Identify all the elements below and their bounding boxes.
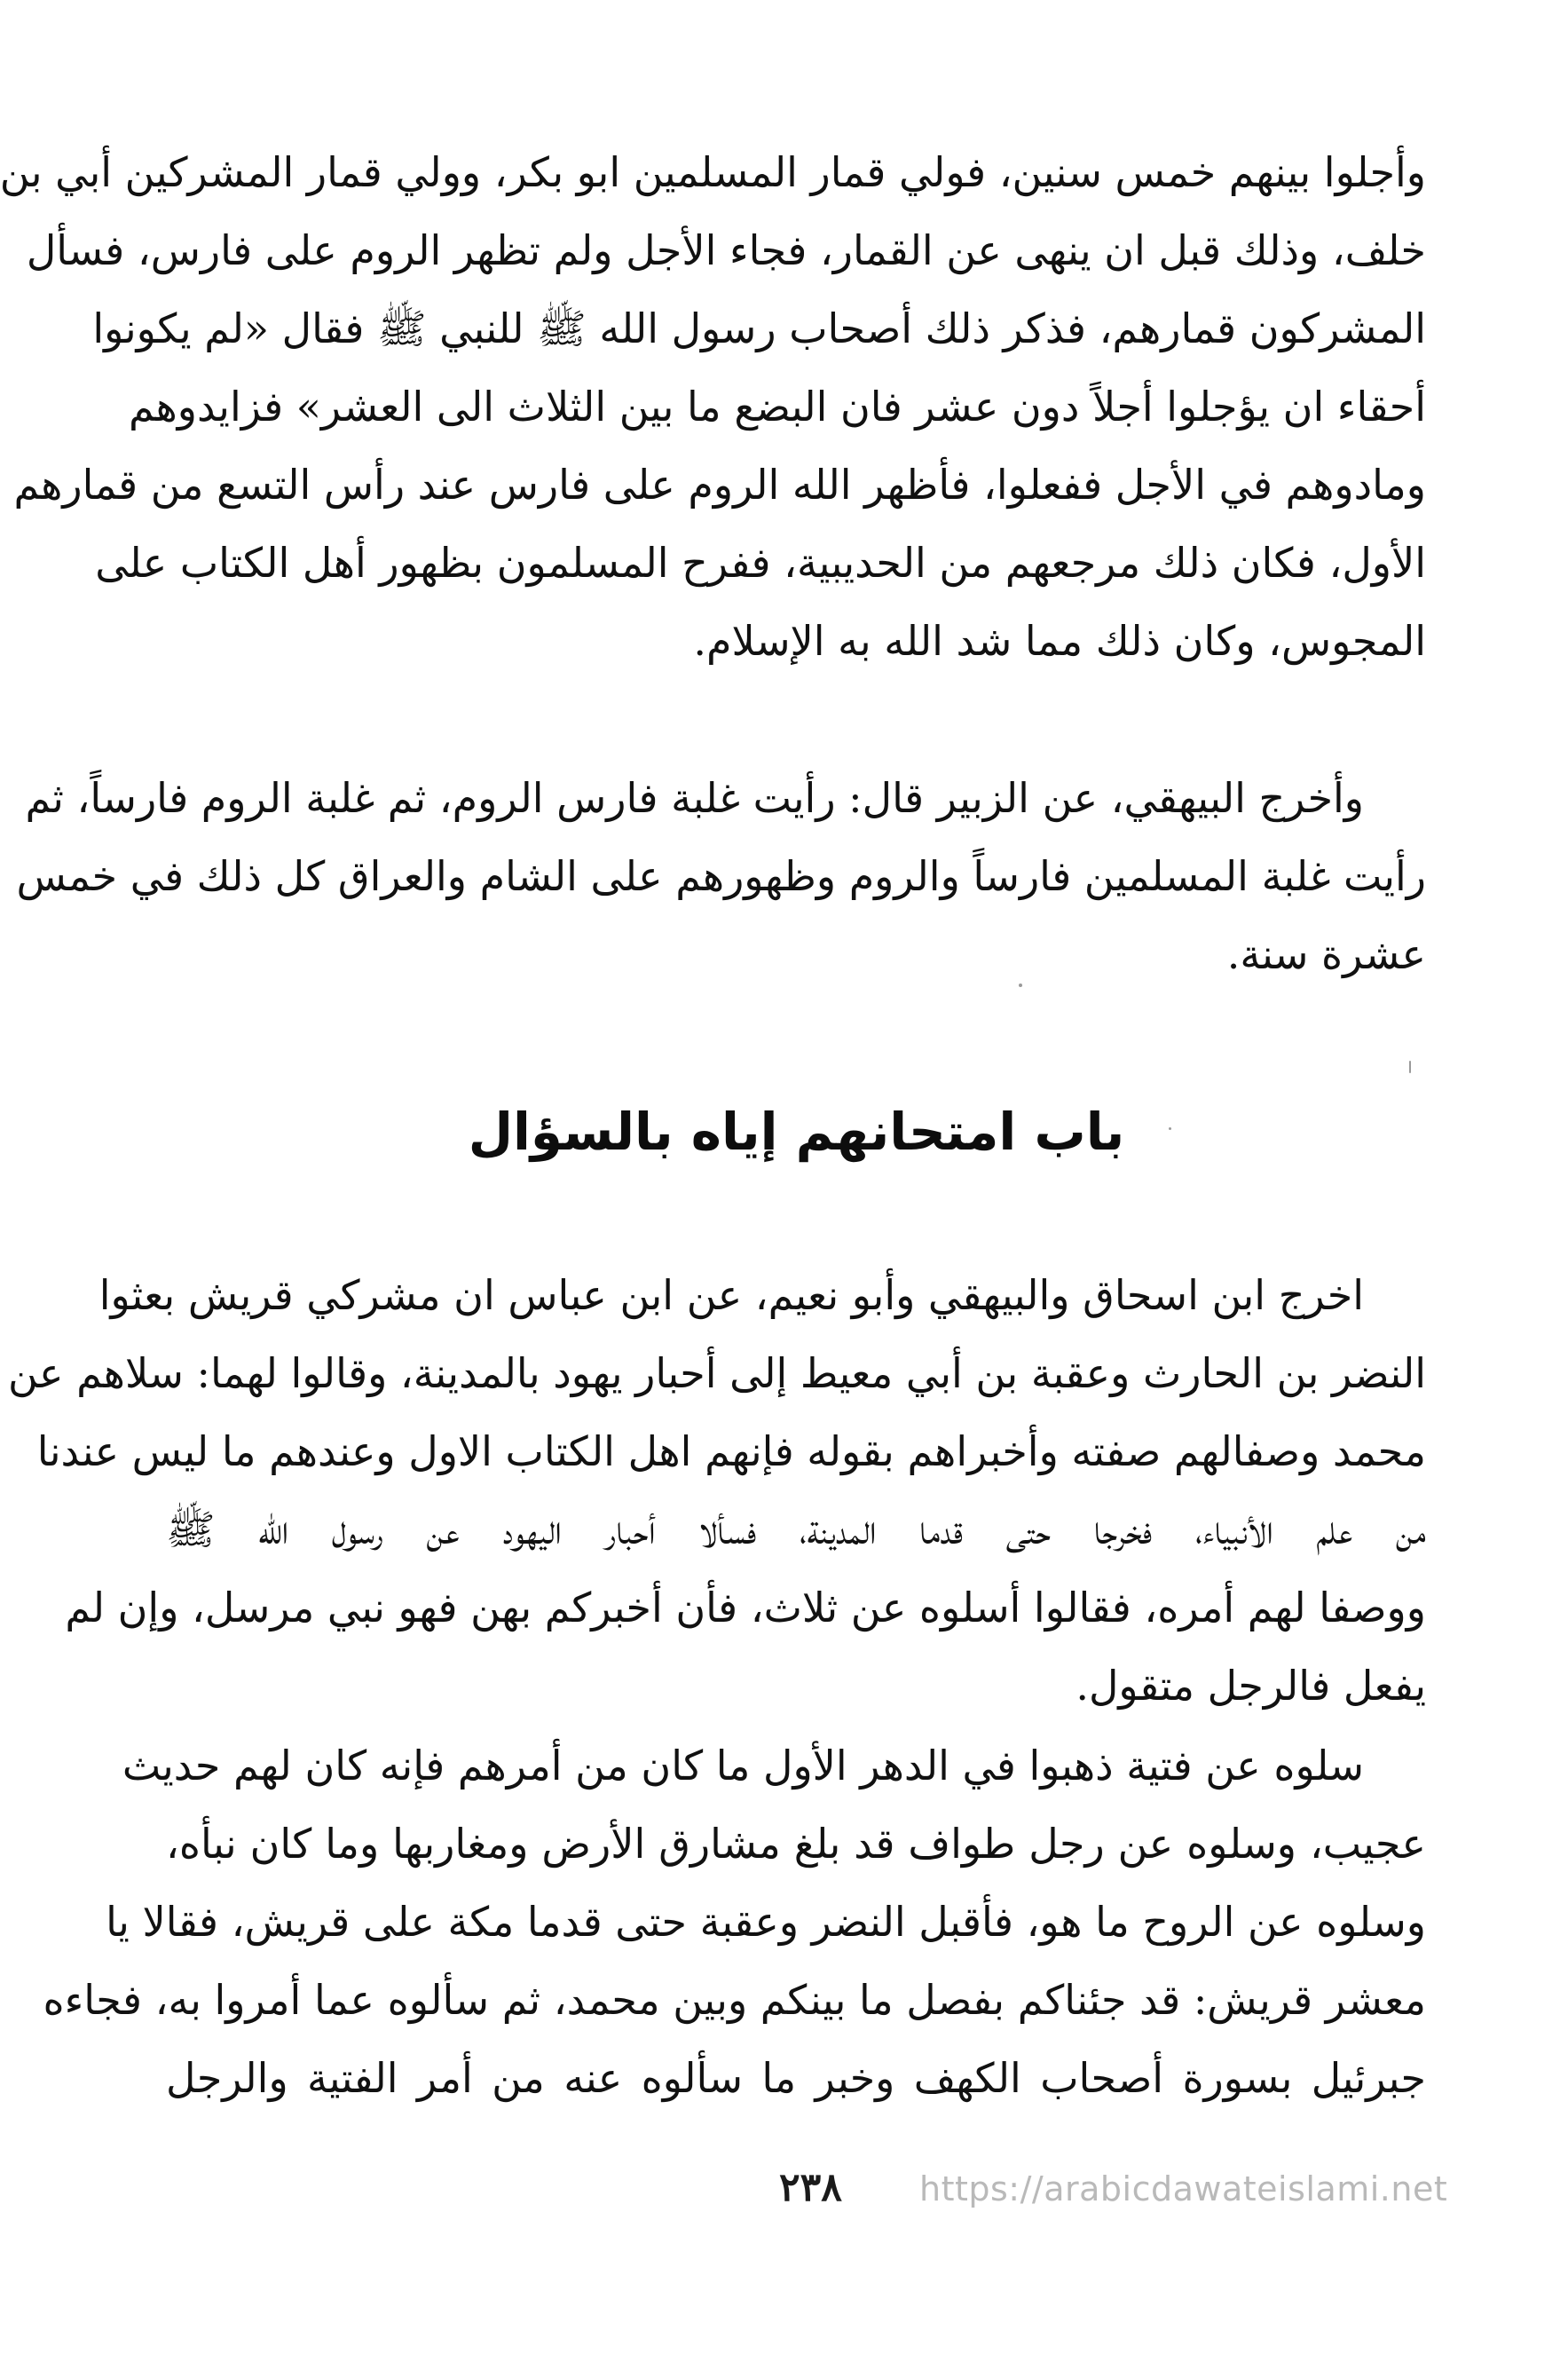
paragraph-line: سلوه عن فتية ذهبوا في الدهر الأول ما كان من أمرهم فإنه كان لهم حديث — [122, 1742, 1364, 1789]
page-number: ٢٣٨ — [779, 2165, 842, 2210]
paragraph-line: جبرئيل بسورة أصحاب الكهف وخبر ما سألوه عنه من أمر الفتية والرجل — [166, 2054, 1426, 2102]
paragraph-line: المجوس، وكان ذلك مما شد الله به الإسلام. — [693, 617, 1426, 665]
paragraph-line: ووصفا لهم أمره، فقالوا أسلوه عن ثلاث، فأن أخبركم بهن فهو نبي مرسل، وإن لم — [65, 1584, 1426, 1631]
paragraph-line: معشر قريش: قد جئناكم بفصل ما بينكم وبين محمد، ثم سألوه عما أمروا به، فجاءه — [43, 1976, 1426, 2024]
watermark-url: https://arabicdawateislami.net — [919, 2169, 1448, 2208]
paragraph-line: خلف، وذلك قبل ان ينهى عن القمار، فجاء الأجل ولم تظهر الروم على فارس، فسأل — [26, 226, 1426, 274]
paragraph-line: الأول، فكان ذلك مرجعهم من الحديبية، ففرح المسلمون بظهور أهل الكتاب على — [95, 539, 1426, 587]
paragraph-line: عجيب، وسلوه عن رجل طواف قد بلغ مشارق الأرض ومغاربها وما كان نبأه، — [166, 1820, 1426, 1868]
paragraph-line: أحقاء ان يؤجلوا أجلاً دون عشر فان البضع ما بين الثلاث الى العشر» فزايدوهم — [128, 383, 1426, 431]
scan-speck — [1409, 1061, 1411, 1073]
paragraph-1 — [0, 133, 1426, 680]
paragraph-3 — [7, 1256, 1426, 1725]
scan-speck — [1169, 1127, 1171, 1130]
paragraph-line: المشركون قمارهم، فذكر ذلك أصحاب رسول الله ﷺ للنبي ﷺ فقال «لم يكونوا — [92, 304, 1426, 352]
section-heading: باب امتحانهم إياه بالسؤال — [468, 1102, 1125, 1162]
paragraph-4 — [43, 1726, 1426, 2117]
paragraph-line: النضر بن الحارث وعقبة بن أبي معيط إلى أحبار يهود بالمدينة، وقالوا لهما: سلاهم عن — [7, 1349, 1426, 1397]
paragraph-line: وأجلوا بينهم خمس سنين، فولي قمار المسلمين ابو بكر، وولي قمار المشركين أبي بن — [0, 148, 1426, 196]
paragraph-line: وسلوه عن الروح ما هو، فأقبل النضر وعقبة حتى قدما مكة على قريش، فقالا يا — [106, 1898, 1426, 1946]
paragraph-line: عشرة سنة. — [1226, 930, 1426, 978]
paragraph-line: ومادوهم في الأجل ففعلوا، فأظهر الله الروم على فارس عند رأس التسع من قمارهم — [13, 461, 1426, 509]
paragraph-line: يفعل فالرجل متقول. — [1076, 1662, 1426, 1710]
paragraph-line: محمد وصفالهم صفته وأخبراهم بقوله فإنهم اهل الكتاب الاول وعندهم ما ليس عندنا — [36, 1427, 1426, 1475]
paragraph-line: من علم الأنبياء، فخرجا حتى قدما المدينة، فسألا أحبار اليهود عن رسول الله ﷺ — [166, 1505, 1426, 1553]
paragraph-line: رأيت غلبة المسلمين فارساً والروم وظهورهم على الشام والعراق كل ذلك في خمس — [16, 852, 1426, 900]
paragraph-line: اخرج ابن اسحاق والبيهقي وأبو نعيم، عن ابن عباس ان مشركي قريش بعثوا — [98, 1271, 1364, 1319]
paragraph-line: وأخرج البيهقي، عن الزبير قال: رأيت غلبة فارس الروم، ثم غلبة الروم فارساً، ثم — [25, 774, 1364, 822]
paragraph-2 — [16, 759, 1426, 993]
page-footer — [25, 2161, 1568, 2215]
scan-speck — [1019, 984, 1022, 987]
